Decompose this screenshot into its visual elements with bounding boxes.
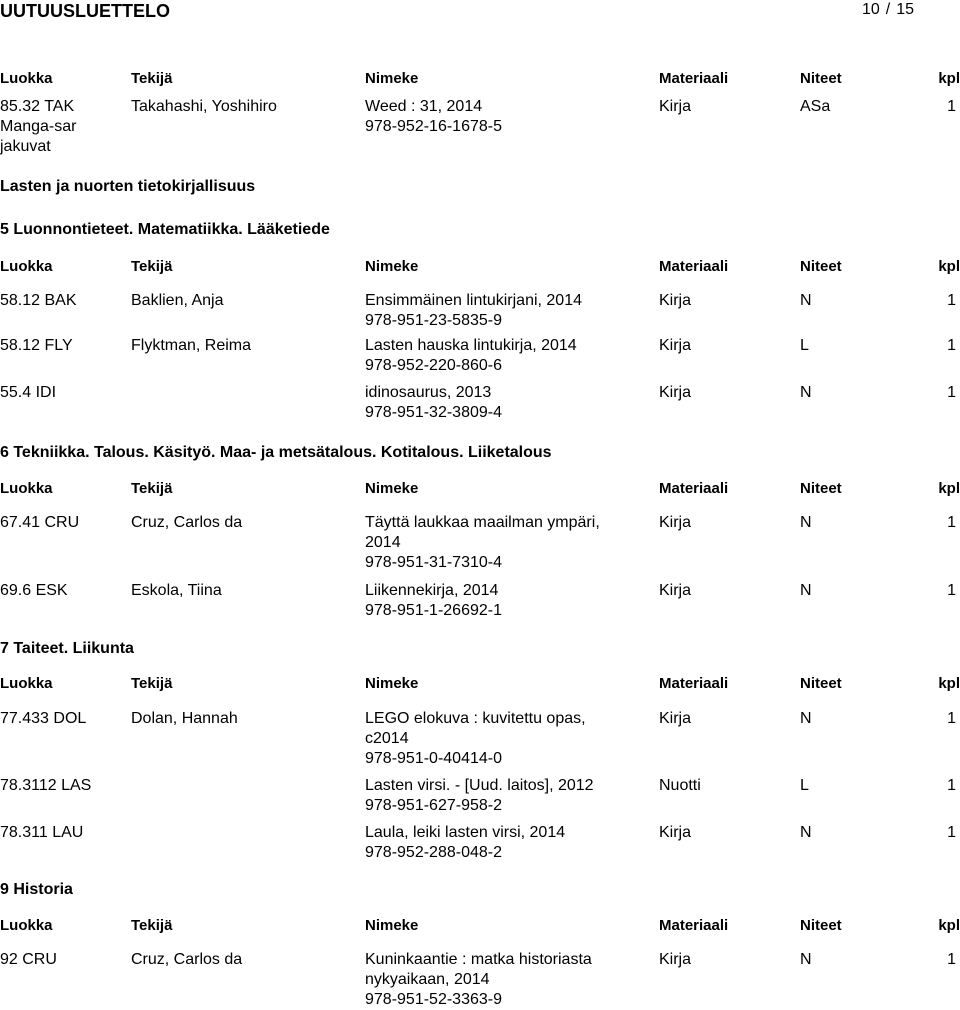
cell-materiaali: Kirja — [659, 710, 692, 727]
cell-niteet: N — [800, 710, 812, 727]
cell-luokka: 92 CRU — [0, 951, 57, 968]
cell-niteet: N — [800, 824, 812, 841]
cell-niteet: L — [800, 777, 809, 794]
cell-materiaali: Kirja — [659, 514, 692, 531]
col-nimeke: Nimeke — [365, 258, 419, 275]
col-materiaali: Materiaali — [659, 258, 729, 275]
col-kpl: kpl — [938, 675, 960, 692]
col-materiaali: Materiaali — [659, 70, 729, 87]
cell-tekija: Cruz, Carlos da — [131, 514, 243, 531]
title-text: idinosaurus, 2013 — [365, 384, 492, 401]
cell-materiaali: Kirja — [659, 292, 692, 309]
cell-materiaali: Kirja — [659, 98, 692, 115]
col-luokka: Luokka — [0, 675, 53, 692]
cell-luokka: 55.4 IDI — [0, 384, 57, 401]
col-niteet: Niteet — [800, 917, 842, 934]
col-kpl: kpl — [938, 70, 960, 87]
cell-kpl: 1 — [947, 98, 956, 115]
col-nimeke: Nimeke — [365, 675, 419, 692]
cell-tekija: Flyktman, Reima — [131, 337, 252, 354]
section-title: 5 Luonnontieteet. Matematiikka. Lääketiede — [0, 221, 330, 238]
cell-kpl: 1 — [947, 824, 956, 841]
cell-luokka: 77.433 DOL — [0, 710, 87, 727]
cell-luokka: 58.12 BAK — [0, 292, 77, 309]
col-materiaali: Materiaali — [659, 675, 729, 692]
col-nimeke: Nimeke — [365, 70, 419, 87]
col-niteet: Niteet — [800, 70, 842, 87]
cell-tekija: Baklien, Anja — [131, 292, 224, 309]
title-text: Lasten hauska lintukirja, 2014 — [365, 337, 577, 354]
col-tekija: Tekijä — [131, 675, 173, 692]
cell-tekija: Takahashi, Yoshihiro — [131, 98, 277, 115]
cell-nimeke — [365, 383, 635, 423]
title-text: Kuninkaantie : matka historiasta nykyaikaan, 2014 — [365, 951, 592, 988]
cell-niteet: ASa — [800, 98, 831, 115]
col-materiaali: Materiaali — [659, 480, 729, 497]
isbn-text: 978-951-52-3363-9 — [365, 991, 502, 1008]
page-title: UUTUUSLUETTELO — [0, 1, 170, 21]
col-kpl: kpl — [938, 480, 960, 497]
cell-tekija: Dolan, Hannah — [131, 710, 238, 727]
title-text: Lasten virsi. - [Uud. laitos], 2012 — [365, 777, 594, 794]
col-tekija: Tekijä — [131, 258, 173, 275]
cell-niteet: L — [800, 337, 809, 354]
cell-luokka: 78.3112 LAS — [0, 777, 92, 794]
cell-nimeke — [365, 97, 635, 137]
cell-luokka: 85.32 TAK Manga-sarjakuvat — [0, 98, 77, 155]
cell-kpl: 1 — [947, 337, 956, 354]
col-luokka: Luokka — [0, 480, 53, 497]
cell-nimeke — [365, 776, 635, 816]
cell-nimeke — [365, 709, 635, 769]
cell-kpl: 1 — [947, 710, 956, 727]
cell-materiaali: Kirja — [659, 582, 692, 599]
table-header — [0, 70, 960, 90]
title-text: Liikennekirja, 2014 — [365, 582, 499, 599]
cell-materiaali: Kirja — [659, 384, 692, 401]
cell-niteet: N — [800, 514, 812, 531]
col-nimeke: Nimeke — [365, 480, 419, 497]
cell-nimeke — [365, 581, 635, 621]
isbn-text: 978-951-627-958-2 — [365, 797, 502, 814]
col-niteet: Niteet — [800, 675, 842, 692]
col-niteet: Niteet — [800, 258, 842, 275]
isbn-text: 978-951-1-26692-1 — [365, 602, 502, 619]
col-tekija: Tekijä — [131, 480, 173, 497]
cell-nimeke — [365, 513, 635, 573]
isbn-text: 978-952-16-1678-5 — [365, 118, 502, 135]
cell-tekija: Eskola, Tiina — [131, 582, 222, 599]
title-text: LEGO elokuva : kuvitettu opas, c2014 — [365, 710, 586, 747]
table-header — [0, 258, 960, 278]
cell-luokka: 67.41 CRU — [0, 514, 80, 531]
cell-materiaali: Kirja — [659, 951, 692, 968]
col-niteet: Niteet — [800, 480, 842, 497]
isbn-text: 978-952-220-860-6 — [365, 357, 502, 374]
col-kpl: kpl — [938, 917, 960, 934]
section-title: 9 Historia — [0, 881, 73, 898]
table-header — [0, 480, 960, 500]
col-materiaali: Materiaali — [659, 917, 729, 934]
title-text: Weed : 31, 2014 — [365, 98, 483, 115]
col-luokka: Luokka — [0, 258, 53, 275]
cell-nimeke — [365, 823, 635, 863]
col-luokka: Luokka — [0, 917, 53, 934]
page-number — [862, 1, 914, 19]
table-header — [0, 917, 960, 937]
isbn-text: 978-951-31-7310-4 — [365, 554, 502, 571]
col-nimeke: Nimeke — [365, 917, 419, 934]
col-tekija: Tekijä — [131, 70, 173, 87]
cell-niteet: N — [800, 951, 812, 968]
section-title: 6 Tekniikka. Talous. Käsityö. Maa- ja metsätalous. Kotitalous. Liiketalous — [0, 444, 552, 461]
cell-nimeke — [365, 950, 635, 1010]
title-text: Täyttä laukkaa maailman ympäri, 2014 — [365, 514, 600, 551]
cell-kpl: 1 — [947, 384, 956, 401]
cell-niteet: N — [800, 292, 812, 309]
isbn-text: 978-951-0-40414-0 — [365, 750, 502, 767]
cell-luokka: 69.6 ESK — [0, 582, 68, 599]
title-text: Laula, leiki lasten virsi, 2014 — [365, 824, 566, 841]
cell-kpl: 1 — [947, 514, 956, 531]
page-total: 15 — [896, 1, 915, 18]
col-kpl: kpl — [938, 258, 960, 275]
page-current: 10 — [862, 1, 880, 18]
section-title: 7 Taiteet. Liikunta — [0, 640, 134, 657]
cell-materiaali: Kirja — [659, 824, 692, 841]
cell-kpl: 1 — [947, 582, 956, 599]
cell-nimeke — [365, 336, 635, 376]
cell-kpl: 1 — [947, 951, 956, 968]
cell-tekija: Cruz, Carlos da — [131, 951, 243, 968]
cell-materiaali: Nuotti — [659, 777, 701, 794]
cell-luokka: 78.311 LAU — [0, 824, 84, 841]
isbn-text: 978-951-23-5835-9 — [365, 312, 502, 329]
cell-niteet: N — [800, 384, 812, 401]
cell-niteet: N — [800, 582, 812, 599]
page-separator: / — [885, 1, 891, 18]
cell-kpl: 1 — [947, 777, 956, 794]
isbn-text: 978-952-288-048-2 — [365, 844, 502, 861]
table-header — [0, 675, 960, 695]
col-luokka: Luokka — [0, 70, 53, 87]
isbn-text: 978-951-32-3809-4 — [365, 404, 502, 421]
title-text: Ensimmäinen lintukirjani, 2014 — [365, 292, 582, 309]
section-title: Lasten ja nuorten tietokirjallisuus — [0, 178, 256, 195]
cell-nimeke — [365, 291, 635, 331]
cell-materiaali: Kirja — [659, 337, 692, 354]
cell-luokka: 58.12 FLY — [0, 337, 73, 354]
cell-kpl: 1 — [947, 292, 956, 309]
col-tekija: Tekijä — [131, 917, 173, 934]
